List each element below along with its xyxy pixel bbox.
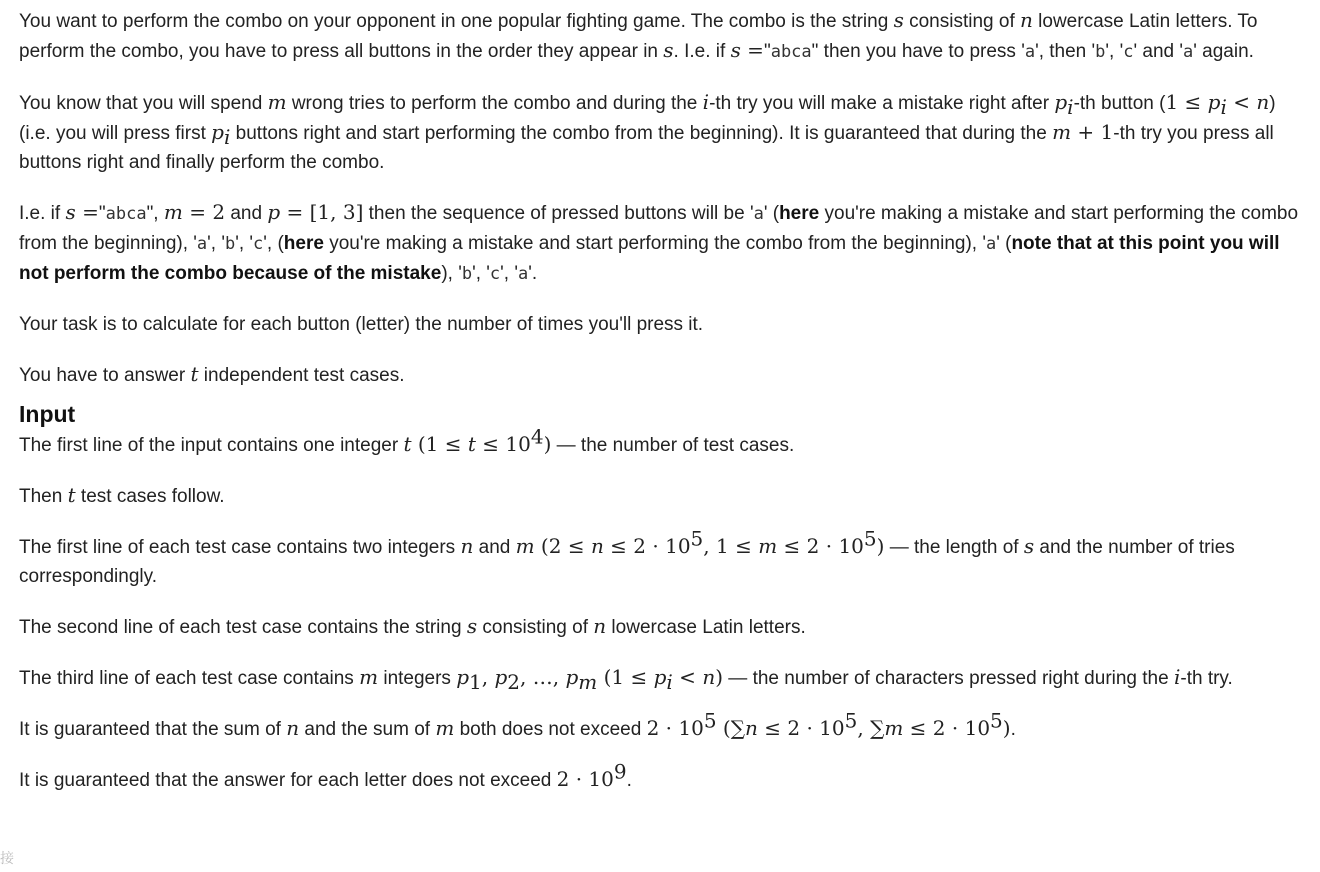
text: — the length of (884, 537, 1024, 558)
code-char: b (1095, 42, 1106, 62)
math-expr: ) (543, 432, 552, 456)
math-var: p (456, 665, 470, 689)
math-var: i (1173, 665, 1181, 689)
statement-paragraph-4: Your task is to calculate for each button (letter) the number of times you'll press it. (19, 314, 704, 335)
text: you're making a mistake and start performing the combo from the beginning), ' (19, 203, 1299, 254)
text: " then you have to press ' (811, 41, 1025, 62)
math-var: p (565, 665, 579, 689)
text: both does not exceed (454, 719, 647, 740)
text: -th try you press all buttons right and finally perform the combo. (19, 123, 1274, 173)
text: ", (146, 203, 164, 224)
text: ), ' (441, 263, 462, 284)
math-var: p (1207, 90, 1221, 114)
text: ', ' (472, 263, 490, 284)
text: and the sum of (299, 719, 436, 740)
math-var: t (467, 432, 476, 456)
text: Then (19, 486, 68, 507)
code-char: b (461, 264, 473, 284)
text: consisting of (903, 11, 1020, 32)
math-superscript: 5 (863, 526, 877, 551)
math-op: , (481, 665, 495, 689)
math-var: i (702, 90, 710, 114)
math-expr: ≤ 2 · 10 (777, 534, 864, 558)
math-op: , …, (520, 665, 566, 689)
math-expr: ) (876, 534, 885, 558)
math-var: s (893, 8, 904, 32)
text: consisting of (477, 617, 594, 638)
text: The first line of each test case contains two integers (19, 537, 461, 558)
math-expr: ≤ 2 · 10 (757, 716, 845, 740)
math-subscript: i (223, 124, 231, 149)
math-var: n (702, 665, 716, 689)
text: and the number of tries correspondingly. (19, 537, 1235, 587)
math-var: p (1054, 90, 1068, 114)
math-var: t (190, 362, 199, 386)
math-var: s (1023, 534, 1035, 558)
math-var: m (163, 200, 183, 224)
text: You have to answer (19, 365, 191, 386)
text: You want to perform the combo on your opponent in one popular fighting game. The combo is the string (19, 11, 894, 32)
math-subscript: 1 (469, 669, 482, 694)
math-var: n (286, 716, 300, 740)
math-superscript: 5 (703, 708, 717, 733)
text: It is guaranteed that the sum of (19, 719, 287, 740)
text: lowercase Latin letters. To perform the combo, you have to press all buttons in the order they appear in (19, 11, 1258, 62)
code-char: a (753, 204, 764, 224)
text: — the number of characters pressed right during the (723, 668, 1174, 689)
math-expr: 2 · 10 (556, 767, 614, 791)
math-subscript: i (1220, 94, 1227, 119)
math-var: p (653, 665, 667, 689)
input-line-1 (19, 424, 1311, 460)
math-var: s (466, 614, 478, 638)
text: ' again. (1193, 41, 1254, 62)
math-expr: = [1, 3] (280, 200, 364, 224)
statement-paragraph-5 (19, 360, 1311, 390)
problem-statement (19, 6, 1311, 816)
math-expr: ≤ 10 (475, 432, 531, 456)
math-op: = (740, 38, 764, 62)
text: ', ' (207, 233, 225, 254)
math-expr: ≤ 2 · 10 (603, 534, 691, 558)
code-char: a (985, 234, 997, 254)
code-char: a (1024, 42, 1036, 62)
text: The first line of the input contains one integer (19, 435, 404, 456)
math-var: t (403, 432, 412, 456)
math-expr: ≤ 2 · 10 (903, 716, 991, 740)
text: buttons right and start performing the combo from the beginning). It is guaranteed that during the (230, 123, 1053, 144)
text: independent test cases. (198, 365, 405, 386)
text: '. (528, 263, 538, 284)
code-char: a (1182, 42, 1194, 62)
math-var: s (663, 38, 674, 62)
text: " (98, 203, 106, 224)
math-var: t (67, 483, 76, 507)
text: ) (i.e. you will press first (19, 93, 1276, 144)
text: . (626, 770, 632, 791)
text: . I.e. if (673, 41, 731, 62)
text: The second line of each test case contains the string (19, 617, 467, 638)
code-char: c (253, 234, 264, 254)
math-var: n (590, 534, 604, 558)
input-section-title: Input (19, 401, 76, 427)
math-op: < (672, 665, 703, 689)
math-expr: (2 ≤ (534, 534, 591, 558)
text: ', ' (1105, 41, 1124, 62)
input-line-7 (19, 759, 1311, 795)
text: ', ( (263, 233, 284, 254)
text: you're making a mistake and start performing the combo from the beginning), ' (323, 233, 986, 254)
math-expr: = 2 (182, 200, 226, 224)
math-expr: ) (715, 665, 724, 689)
text: . (1010, 719, 1016, 740)
input-line-5 (19, 663, 1311, 693)
text: ', then ' (1035, 41, 1096, 62)
math-var: n (745, 716, 758, 740)
math-expr: ) (1002, 716, 1011, 740)
math-subscript: m (578, 669, 598, 694)
watermark: 接 (0, 851, 14, 867)
math-var: p (267, 200, 281, 224)
math-var: m (267, 90, 287, 114)
text: The third line of each test case contains (19, 668, 360, 689)
text: I.e. if (19, 203, 66, 224)
text: -th try you will make a mistake right after (709, 93, 1055, 114)
text: ', ' (500, 263, 518, 284)
code-char: b (224, 234, 236, 254)
text: -th try. (1180, 668, 1233, 689)
code-string: abca (105, 204, 147, 224)
code-string: abca (770, 42, 812, 62)
text: and (225, 203, 268, 224)
input-line-6 (19, 708, 1311, 744)
math-superscript: 5 (990, 708, 1003, 733)
math-var: n (1256, 90, 1270, 114)
input-line-3 (19, 526, 1311, 591)
math-var: m (1052, 120, 1072, 144)
text: lowercase Latin letters. (606, 617, 806, 638)
math-superscript: 5 (844, 708, 858, 733)
math-var: m (515, 534, 535, 558)
bold-text: here (283, 233, 324, 254)
statement-paragraph-3 (19, 198, 1311, 289)
math-op: = (75, 200, 99, 224)
math-var: m (359, 665, 379, 689)
statement-paragraph-1 (19, 6, 1311, 67)
bold-text: here (779, 203, 820, 224)
math-subscript: i (1067, 94, 1074, 119)
text: ' ( (996, 233, 1012, 254)
math-var: p (211, 120, 224, 144)
math-expr: (1 ≤ (597, 665, 654, 689)
text: ', ' (235, 233, 254, 254)
text: It is guaranteed that the answer for each letter does not exceed (19, 770, 557, 791)
math-var: s (730, 38, 741, 62)
math-var: s (65, 200, 76, 224)
statement-paragraph-2 (19, 88, 1311, 177)
text: You know that you will spend (19, 93, 268, 114)
math-expr: + 1 (1071, 120, 1114, 144)
text: wrong tries to perform the combo and during the (286, 93, 703, 114)
math-op: < (1226, 90, 1257, 114)
math-var: n (1020, 8, 1033, 32)
math-var: n (460, 534, 474, 558)
input-line-2 (19, 481, 1311, 511)
math-var: m (435, 716, 455, 740)
text: ' and ' (1133, 41, 1183, 62)
code-char: c (1123, 42, 1134, 62)
math-expr: , 1 ≤ (703, 534, 759, 558)
bold-text: note that at this point you will not perform the combo because of the mistake (19, 233, 1280, 284)
text: integers (378, 668, 457, 689)
text: ' ( (763, 203, 780, 224)
code-char: c (489, 264, 501, 284)
text: " (763, 41, 771, 62)
input-line-4 (19, 612, 1311, 642)
math-var: m (758, 534, 778, 558)
text: — the number of test cases. (551, 435, 795, 456)
math-subscript: i (666, 669, 673, 694)
math-expr: 1 ≤ (1165, 90, 1208, 114)
math-expr: (1 ≤ (411, 432, 468, 456)
math-superscript: 4 (530, 424, 544, 449)
math-var: n (593, 614, 607, 638)
math-var: p (494, 665, 508, 689)
text: then the sequence of pressed buttons will be ' (363, 203, 754, 224)
math-expr: (∑ (716, 716, 746, 740)
math-superscript: 5 (690, 526, 704, 551)
text: -th button ( (1073, 93, 1166, 114)
math-subscript: 2 (507, 669, 521, 694)
math-expr: 2 · 10 (646, 716, 704, 740)
math-var: m (884, 716, 904, 740)
math-expr: , ∑ (857, 716, 885, 740)
math-superscript: 9 (613, 759, 627, 784)
text: and (473, 537, 516, 558)
code-char: a (517, 264, 529, 284)
code-char: a (196, 234, 208, 254)
text: test cases follow. (75, 486, 225, 507)
